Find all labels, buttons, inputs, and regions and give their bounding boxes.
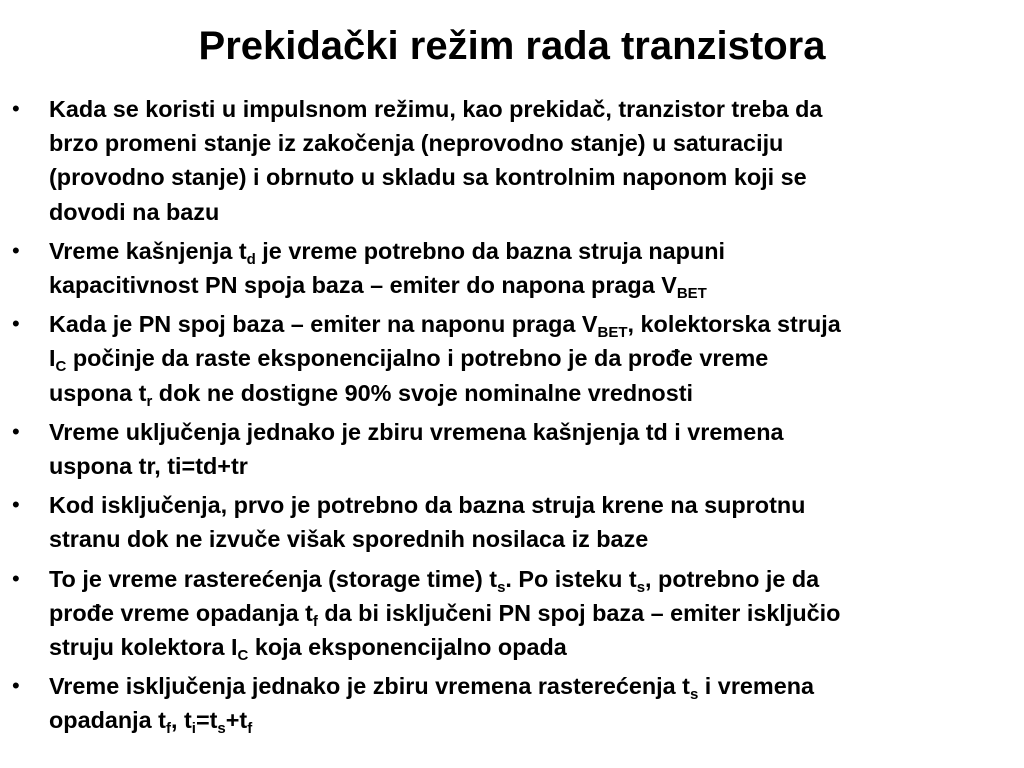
subscript: s bbox=[497, 578, 506, 596]
bullet-text bbox=[49, 307, 1018, 410]
text-run: i vremena bbox=[698, 673, 815, 700]
text-run: +t bbox=[225, 707, 248, 734]
bullet-marker: • bbox=[12, 673, 20, 699]
subscript: d bbox=[246, 250, 256, 268]
text-run: da bi isključeni PN spoj baza – emiter isključio bbox=[317, 599, 841, 626]
text-run: stranu dok ne izvuče višak sporednih nosilaca iz baze bbox=[49, 526, 649, 553]
bullet-item bbox=[10, 307, 1018, 410]
text-run: =t bbox=[195, 707, 218, 734]
text-run: Kada se koristi u impulsnom režimu, kao prekidač, tranzistor treba da bbox=[49, 96, 823, 122]
slide-title: Prekidački režim rada tranzistora bbox=[198, 24, 826, 68]
bullet-text bbox=[49, 92, 1018, 229]
bullet-marker: • bbox=[12, 96, 20, 121]
bullet-text bbox=[49, 669, 1018, 737]
bullet-marker: • bbox=[12, 565, 20, 591]
text-run: , t bbox=[170, 707, 192, 734]
text-run: struju kolektora I bbox=[49, 634, 238, 661]
subscript: s bbox=[636, 578, 646, 596]
bullet-item bbox=[10, 669, 1018, 737]
text-run: je vreme potrebno da bazna struja napuni bbox=[255, 237, 726, 264]
subscript: BET bbox=[676, 285, 707, 303]
text-run: opadanja t bbox=[49, 707, 166, 734]
bullet-marker: • bbox=[12, 492, 20, 518]
text-run: uspona t bbox=[49, 379, 147, 406]
subscript: f bbox=[312, 612, 318, 630]
subscript: i bbox=[191, 720, 196, 738]
bullet-text bbox=[49, 234, 1018, 302]
text-run: Kada je PN spoj baza – emiter na naponu praga V bbox=[49, 311, 598, 338]
text-run: počinje da raste eksponencijalno i potrebno je da prođe vreme bbox=[66, 345, 769, 372]
text-run: I bbox=[49, 345, 56, 372]
bullet-item bbox=[10, 562, 1018, 665]
bullet-item bbox=[10, 234, 1018, 302]
subscript: f bbox=[165, 720, 171, 738]
subscript: s bbox=[217, 720, 226, 738]
subscript: f bbox=[247, 720, 253, 738]
text-run: koja eksponencijalno opada bbox=[248, 634, 567, 661]
bullet-item bbox=[10, 415, 1018, 483]
bullet-text bbox=[49, 488, 1018, 556]
bullet-marker: • bbox=[12, 237, 20, 263]
text-run: dok ne dostigne 90% svoje nominalne vrednosti bbox=[152, 379, 694, 406]
text-run: , kolektorska struja bbox=[627, 311, 841, 338]
text-run: kapacitivnost PN spoja baza – emiter do napona praga V bbox=[49, 272, 677, 299]
bullet-list bbox=[10, 92, 1018, 743]
bullet-item bbox=[10, 488, 1018, 556]
text-run: brzo promeni stanje iz zakočenja (neprovodno stanje) u saturaciju bbox=[49, 130, 784, 157]
text-run: . Po isteku t bbox=[505, 565, 637, 592]
text-run: Vreme uključenja jednako je zbiru vremena kašnjenja td i vremena bbox=[49, 418, 784, 445]
text-run: (provodno stanje) i obrnuto u skladu sa kontrolnim naponom koji se bbox=[49, 164, 807, 191]
bullet-text bbox=[49, 562, 1018, 665]
text-run: dovodi na bazu bbox=[49, 198, 220, 225]
subscript: BET bbox=[597, 324, 628, 342]
text-run: uspona tr, ti=td+tr bbox=[49, 453, 248, 480]
bullet-text bbox=[49, 415, 1018, 483]
bullet-marker: • bbox=[12, 311, 20, 337]
subscript: r bbox=[146, 392, 153, 410]
text-run: Vreme kašnjenja t bbox=[49, 237, 247, 264]
bullet-marker: • bbox=[12, 418, 20, 444]
text-run: Kod isključenja, prvo je potrebno da bazna struja krene na suprotnu bbox=[49, 492, 806, 519]
subscript: s bbox=[689, 686, 699, 704]
subscript: C bbox=[237, 647, 249, 665]
text-run: prođe vreme opadanja t bbox=[49, 599, 313, 626]
text-run: Vreme isključenja jednako je zbiru vremena rasterećenja t bbox=[49, 673, 690, 700]
bullet-item bbox=[10, 92, 1018, 229]
subscript: C bbox=[55, 358, 67, 376]
text-run: To je vreme rasterećenja (storage time) t bbox=[49, 565, 498, 592]
text-run: , potrebno je da bbox=[645, 565, 820, 592]
